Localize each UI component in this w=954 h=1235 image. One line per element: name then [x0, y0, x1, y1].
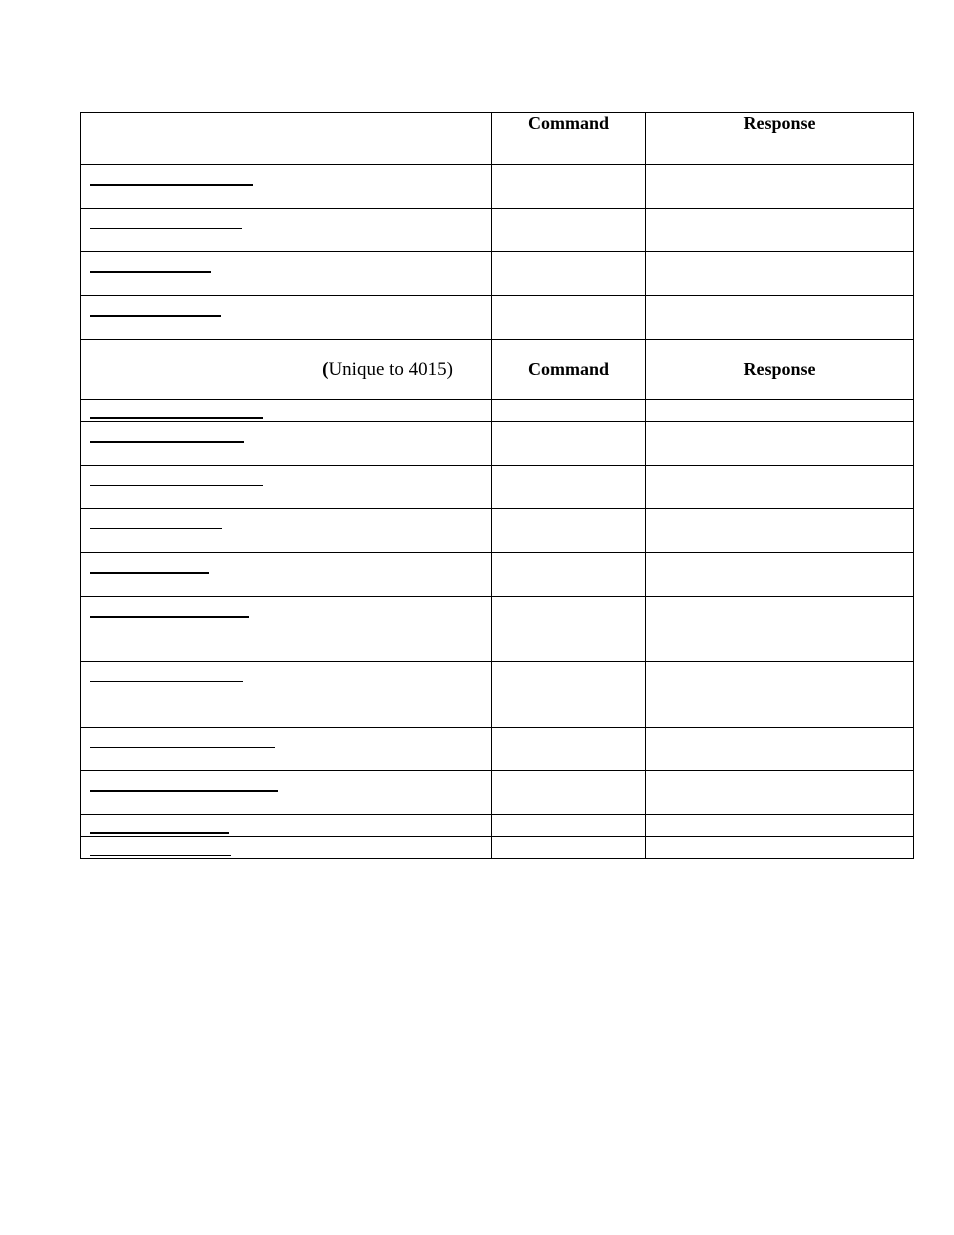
command-name-line	[90, 417, 263, 419]
table-row	[81, 400, 914, 422]
header-row	[81, 113, 914, 165]
table-row	[81, 837, 914, 859]
table-row	[81, 662, 914, 728]
header-name-cell	[81, 113, 492, 165]
command-name-line	[90, 271, 211, 273]
command-header: Command	[527, 359, 609, 379]
table-row	[81, 165, 914, 209]
table-row	[81, 466, 914, 509]
command-name-line	[90, 832, 229, 834]
table-row	[81, 422, 914, 466]
table-row	[81, 252, 914, 296]
command-name-line	[90, 616, 249, 618]
header-command-cell	[492, 113, 646, 165]
section-title: Unique to 4015)	[328, 358, 453, 380]
table-row	[81, 728, 914, 771]
command-name-line	[90, 855, 231, 856]
header-response-cell	[646, 113, 914, 165]
command-name-line	[90, 315, 221, 317]
command-name-line	[90, 528, 222, 529]
table-row	[81, 597, 914, 662]
section-header-row	[81, 340, 914, 400]
command-table	[80, 112, 914, 859]
command-header: Command	[527, 113, 609, 133]
table-row	[81, 815, 914, 837]
response-header: Response	[743, 359, 816, 379]
command-name-line	[90, 441, 244, 443]
command-name-line	[90, 485, 263, 486]
table-row	[81, 509, 914, 553]
command-name-line	[90, 790, 278, 792]
response-header: Response	[743, 113, 816, 133]
command-name-line	[90, 572, 209, 574]
command-name-line	[90, 184, 253, 186]
table-row	[81, 553, 914, 597]
table-row	[81, 771, 914, 815]
command-name-line	[90, 228, 242, 229]
command-name-line	[90, 681, 243, 682]
table-row	[81, 296, 914, 340]
section-title-cell: (Unique to 4015)	[81, 340, 492, 400]
table-row	[81, 209, 914, 252]
command-name-line	[90, 747, 275, 748]
